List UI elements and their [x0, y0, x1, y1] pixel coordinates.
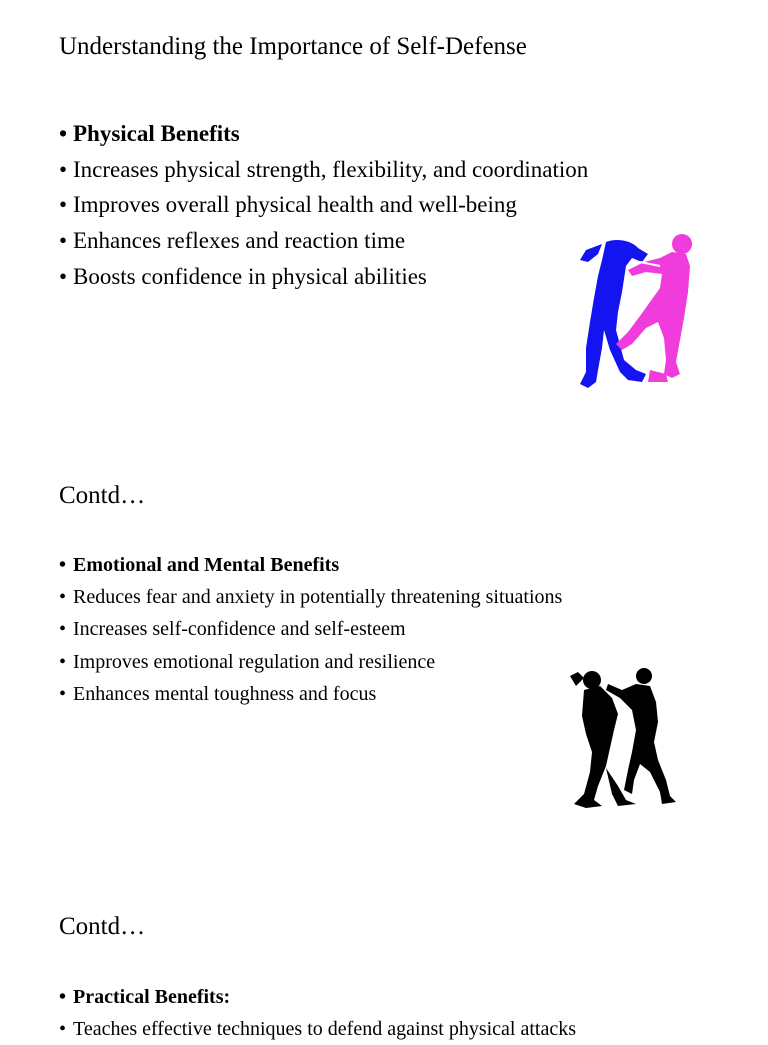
bullet-item: • Increases physical strength, flexibility, and coordination	[59, 156, 589, 182]
slide-physical-benefits	[0, 0, 768, 440]
slide-title: Contd…	[59, 482, 146, 509]
bullet-list	[59, 981, 576, 1045]
bullet-item: • Boosts confidence in physical abilities	[59, 263, 427, 289]
bullet-heading: • Emotional and Mental Benefits	[59, 554, 340, 576]
slide-title: Contd…	[59, 913, 146, 940]
bullet-item: • Increases self-confidence and self-esteem	[59, 618, 406, 641]
bullet-item: • Improves emotional regulation and resilience	[59, 650, 436, 673]
bullet-list	[59, 116, 588, 295]
bullet-item: • Reduces fear and anxiety in potentially threatening situations	[59, 586, 563, 609]
bullet-heading: • Physical Benefits	[59, 121, 240, 146]
self-defense-figures-icon	[576, 232, 700, 392]
slide-title: Understanding the Importance of Self-Defense	[59, 33, 527, 60]
bullet-item: • Enhances reflexes and reaction time	[59, 228, 406, 254]
bullet-heading: • Practical Benefits:	[59, 986, 231, 1008]
bullet-list	[59, 549, 562, 710]
bullet-item: • Improves overall physical health and well-being	[59, 192, 517, 218]
bullet-item: • Enhances mental toughness and focus	[59, 682, 377, 705]
slide-emotional-benefits	[0, 440, 768, 870]
fighting-silhouette-icon	[566, 668, 678, 810]
slide-practical-benefits	[0, 870, 768, 1041]
bullet-item: • Teaches effective techniques to defend against physical attacks	[59, 1018, 577, 1041]
